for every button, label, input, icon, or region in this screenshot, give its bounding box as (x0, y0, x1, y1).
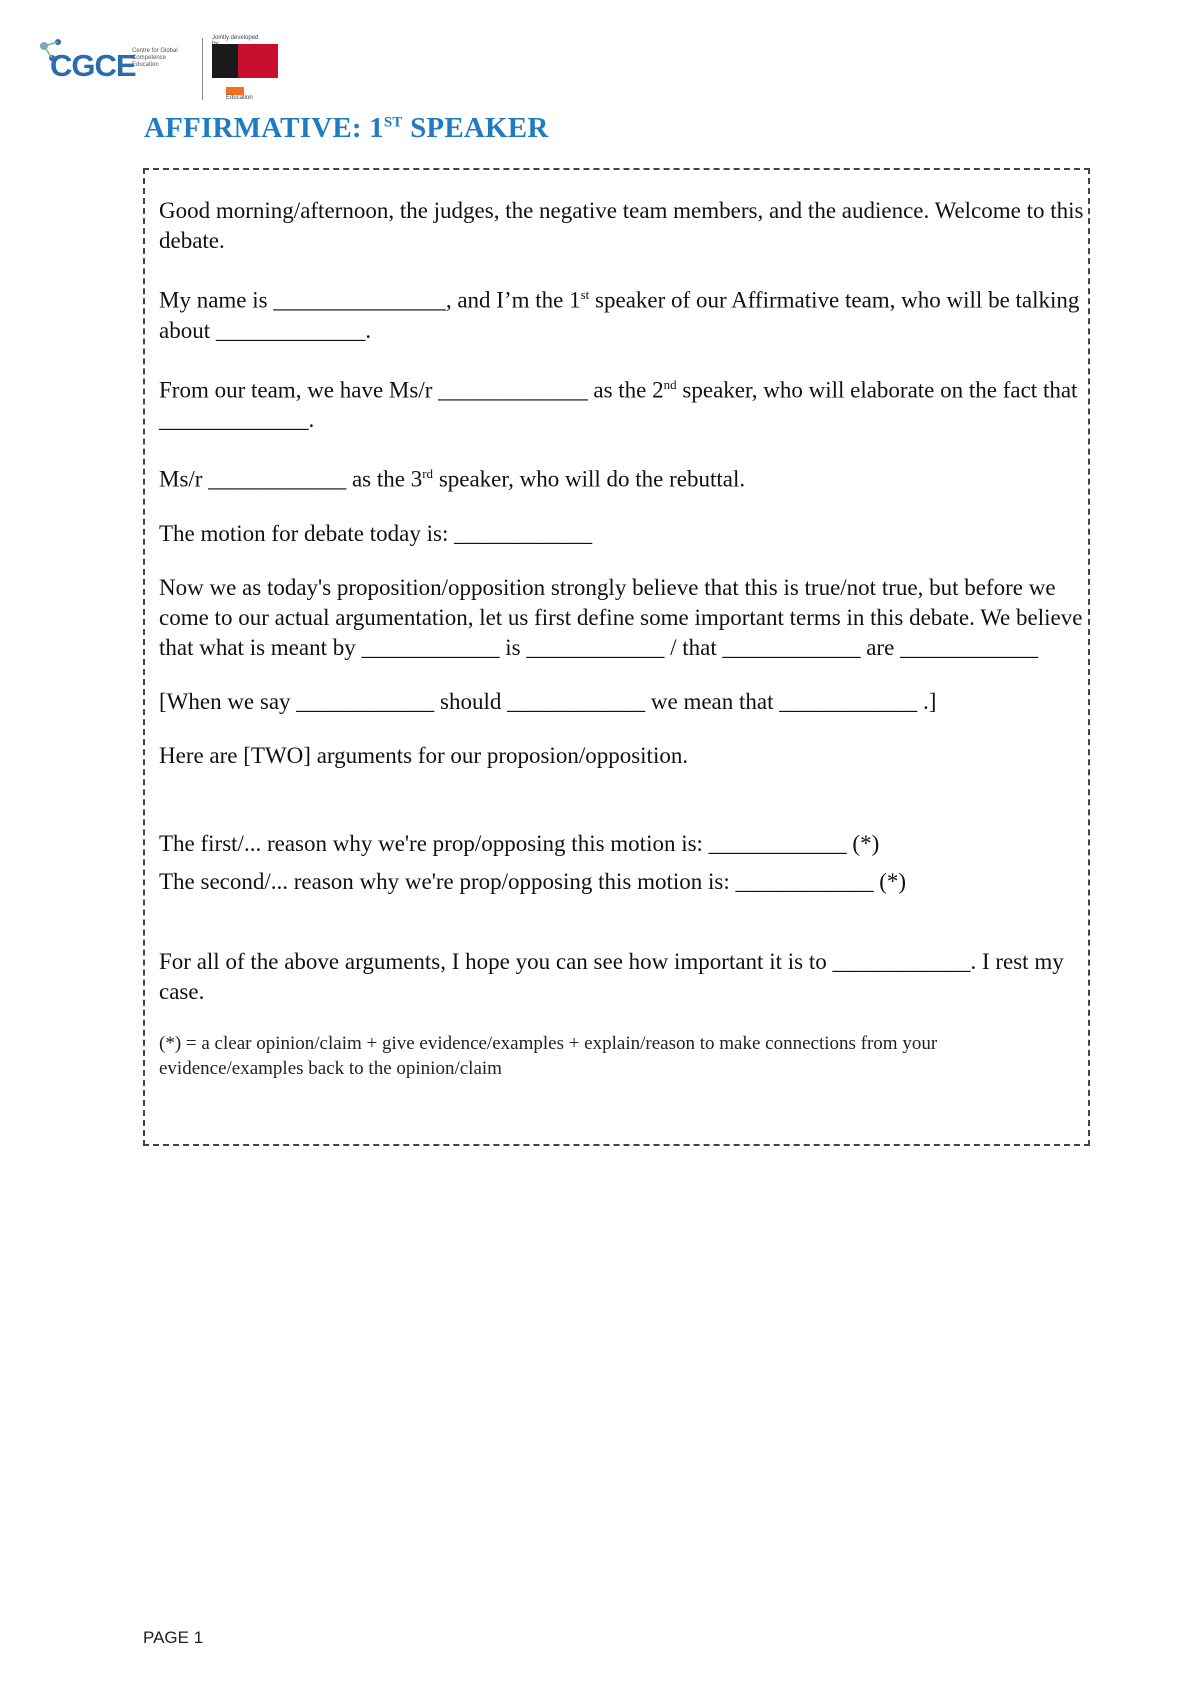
script-footnote: (*) = a clear opinion/claim + give evidence/examples + explain/reason to make connections from your evidence/examples back to the opinion/claim (159, 1032, 938, 1079)
script-introduction: My name is _______________, and I’m the 1st speaker of our Affirmative team, who will be talking about _____________. (159, 287, 1080, 343)
script-clarification: [When we say ____________ should ____________ we mean that ____________ .] (159, 688, 937, 714)
page-title (144, 112, 548, 145)
page-title-sup: ST (383, 114, 403, 131)
script-greeting: Good morning/afternoon, the judges, the negative team members, and the audience. Welcome to this debate. (159, 198, 1084, 253)
script-arguments-intro: Here are [TWO] arguments for our proposion/opposition. (159, 742, 689, 768)
partner-logo-red (238, 44, 278, 78)
cgce-subtitle: Centre for Global Competence Education (132, 48, 178, 68)
script-definitions: Now we as today's proposition/opposition strongly believe that this is true/not true, but before we come to our actual argumentation, let us first define some important terms in this debate. We believe that what is meant by ____________ is ____________ / that ____________ are ____________ (159, 574, 1083, 660)
script-second-reason: The second/... reason why we're prop/opposing this motion is: ____________ (*) (159, 868, 907, 894)
partner-logo-dark (212, 44, 238, 78)
partner-footer-text: Education (226, 95, 253, 101)
page-number: PAGE 1 (143, 1628, 204, 1647)
script-first-reason: The first/... reason why we're prop/opposing this motion is: ____________ (*) (159, 830, 880, 856)
script-third-speaker: Ms/r ____________ as the 3rd speaker, who will do the rebuttal. (159, 466, 746, 492)
cgce-wordmark: CGCE (50, 48, 136, 83)
fpt-logo-icon (226, 87, 244, 95)
script-closing: For all of the above arguments, I hope you can see how important it is to ____________. I rest my case. (159, 948, 1064, 1004)
partner-caption: Jointly developed (212, 35, 259, 41)
logo-divider (202, 38, 203, 100)
header-logo (36, 34, 266, 102)
partner-footer (226, 87, 266, 101)
script-motion: The motion for debate today is: ____________ (159, 520, 593, 546)
page-title-main: AFFIRMATIVE: 1 (144, 112, 384, 144)
script-second-speaker: From our team, we have Ms/r _____________ as the 2nd speaker, who will elaborate on the fact that _____________. (159, 376, 1078, 433)
page-title-rest: SPEAKER (402, 112, 549, 144)
speaker-script (159, 196, 1084, 1081)
